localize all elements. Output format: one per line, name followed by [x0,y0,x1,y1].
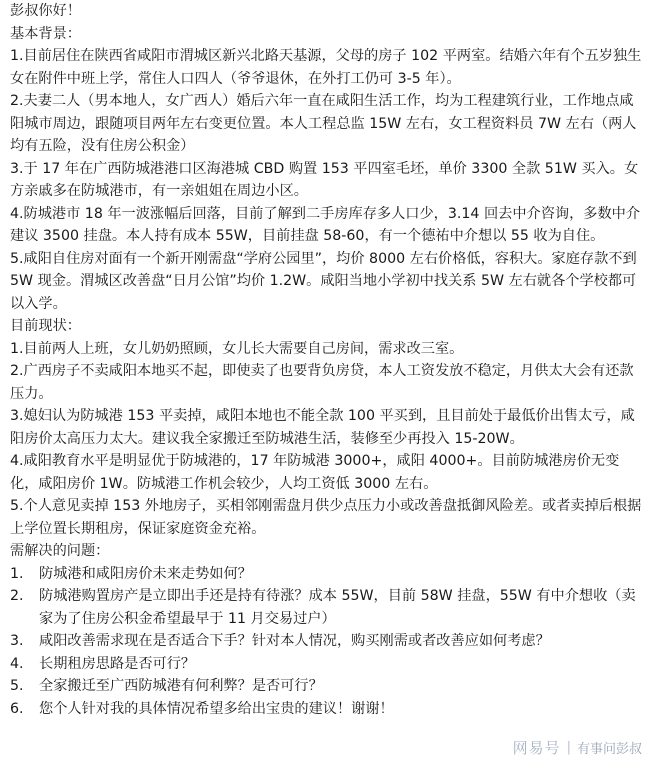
watermark [513,737,642,758]
question-number: 5. [10,678,24,694]
question-item-5 [10,675,642,698]
questions-heading: 需解决的问题： [10,543,110,559]
background-item-1: 1.目前居住在陕西省咸阳市渭城区新兴北路天基源，父母的房子 102 平两室。结婚六年有个五岁独生女在附件中班上学，常住人口四人（爷爷退休，在外打工仍可 3-5 年）。 [10,48,642,87]
greeting: 彭叔你好！ [10,3,81,19]
question-item-6 [10,698,642,721]
question-item-2 [10,585,642,630]
watermark-author: 有事问彭叔 [576,742,642,757]
watermark-separator: | [566,740,571,755]
question-item-1 [10,563,642,586]
question-number: 4. [10,655,24,672]
question-text: 防城港和咸阳房价未来走势如何？ [39,565,252,582]
question-number: 6. [10,700,24,717]
question-item-4 [10,653,642,676]
watermark-brand: 网易号 [512,739,561,757]
status-heading: 目前现状： [10,318,81,334]
status-item-1: 1.目前两人上班，女儿奶奶照顾，女儿长大需要自己房间，需求改三室。 [10,340,464,357]
background-item-5: 5.咸阳自住房对面有一个新开刚需盘“学府公园里”，均价 8000 左右价格低，容积大。家庭存款不到 5W 现金。渭城区改善盘“日月公馆”均价 1.2W。咸阳当地小学初中找关系 5W 左右就各个学校都可以入学。 [10,250,637,312]
background-item-3: 3.于 17 年在广西防城港港口区海港城 CBD 购置 153 平四室毛坯，单价 3300 全款 51W 买入。女方亲戚多在防城港市，有一亲姐姐在周边小区。 [10,160,639,199]
background-item-2: 2.夫妻二人（男本地人，女广西人）婚后六年一直在咸阳生活工作，均为工程建筑行业，工作地点咸阳城市周边，跟随项目两年左右变更位置。本人工程总监 15W 左右，女工程资料员 7W 左右（两人均有五险，没有住房公积金） [10,93,637,154]
status-item-2: 2.广西房子不卖咸阳本地买不起，即使卖了也要背负房贷，本人工资发放不稳定，月供太大会有还款压力。 [10,363,634,402]
question-item-3 [10,630,642,653]
background-item-4: 4.防城港市 18 年一波涨幅后回落，目前了解到二手房库存多人口少，3.14 回去中介咨询，多数中介建议 3500 挂盘。本人持有成本 55W，目前挂盘 58-60，有一个德祐中介想以 55 收为自住。 [10,205,641,244]
question-number: 1. [10,565,24,582]
status-item-3: 3.媳妇认为防城港 153 平卖掉，咸阳本地也不能全款 100 平买到，且目前处于最低价出售太亏，咸阳房价太高压力太大。建议我全家搬迁至防城港生活，装修至少再投入 15-20W。 [10,408,635,447]
question-text: 您个人针对我的具体情况希望多给出宝贵的建议！谢谢！ [39,700,394,717]
question-number: 3. [10,633,24,649]
question-text: 咸阳改善需求现在是否适合下手？针对本人情况，购买刚需或者改善应如何考虑？ [39,633,550,649]
question-number: 2. [10,588,24,604]
background-heading: 基本背景： [10,25,81,42]
question-text: 防城港购置房产是立即出手还是持有待涨？成本 55W，目前 58W 挂盘，55W 有中介想收（卖家为了住房公积金希望最早于 11 月交易过户） [39,588,636,627]
question-text: 长期租房思路是否可行？ [39,655,196,672]
status-item-5: 5.个人意见卖掉 153 外地房子，买相邻刚需盘月供少点压力小或改善盘抵御风险差。或者卖掉后根据上学位置长期租房，保证家庭资金充裕。 [10,498,642,537]
question-text: 全家搬迁至广西防城港有何利弊？是否可行？ [39,678,323,694]
status-item-4: 4.咸阳教育水平是明显优于防城港的，17 年防城港 3000+，咸阳 4000+。目前防城港房价无变化，咸阳房价 1W。防城港工作机会较少，人均工资低 3000 左右。 [10,453,620,492]
